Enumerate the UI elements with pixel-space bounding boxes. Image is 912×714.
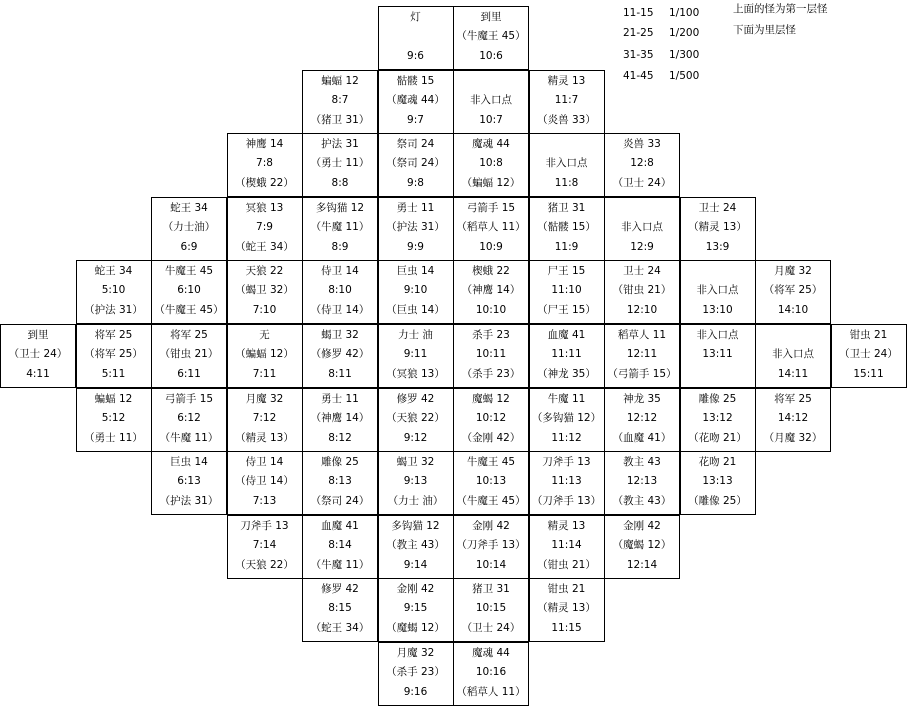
cell-monster: 灯 [410, 11, 421, 23]
cell-inner-monster-or-coord: 6:12 [177, 411, 201, 424]
cell-inner-monster-or-coord: 7:14 [252, 538, 277, 551]
cell-inner-monster-or-coord: 13:13 [702, 475, 733, 488]
map-cell [302, 70, 378, 134]
map-cell [604, 324, 680, 388]
cell-inner-monster-or-coord: （神鹰 14） [461, 284, 521, 297]
cell-monster: 猪卫 31 [472, 583, 510, 596]
cell-inner-monster-or-coord: 8:14 [328, 538, 352, 551]
cell-monster: 血魔 41 [321, 519, 359, 532]
cell-inner-monster-or-coord: （神鹰 14） [310, 411, 370, 424]
cell-monster [530, 138, 604, 151]
cell-coord-or-inner-monster: （巨虫 14） [386, 304, 445, 317]
cell-monster: 雕像 25 [321, 456, 359, 469]
cell-monster: 牛魔王 45 [466, 456, 516, 469]
map-cell [604, 515, 680, 579]
cell-inner-monster-or-coord: 8:13 [328, 475, 352, 488]
map-cell [302, 197, 378, 261]
map-cell [680, 260, 756, 324]
cell-coord-or-inner-monster: （尸王 15） [537, 304, 596, 317]
cell-monster: 雕像 25 [698, 392, 737, 405]
map-cell [755, 388, 831, 452]
rate-range: 11-15 [623, 7, 654, 19]
map-cell [227, 133, 303, 197]
map-cell [378, 260, 454, 324]
map-cell [76, 388, 152, 452]
map-cell [453, 388, 529, 452]
cell-monster: 花吻 21 [698, 456, 737, 469]
cell-coord-or-inner-monster: （蛇王 34） [235, 240, 294, 253]
cell-coord-or-inner-monster: 11:12 [551, 431, 582, 444]
cell-inner-monster-or-coord: （天狼 22） [386, 411, 445, 424]
map-cell [378, 515, 454, 579]
cell-inner-monster-or-coord: （魔魂 44） [386, 93, 445, 106]
cell-monster [454, 75, 528, 88]
cell-monster: 炎兽 33 [623, 138, 661, 151]
cell-coord-or-inner-monster: （蝙蝠 12） [461, 177, 521, 190]
cell-coord-or-inner-monster: 4:11 [26, 368, 50, 380]
cell-monster: 侍卫 14 [321, 265, 359, 278]
map-cell [227, 388, 303, 452]
cell-monster: 刀斧手 13 [542, 456, 591, 469]
cell-monster: 精灵 13 [547, 74, 586, 87]
map-cell [227, 260, 303, 324]
cell-inner-monster-or-coord: （护法 31） [386, 220, 445, 233]
cell-inner-monster-or-coord: （修罗 42） [310, 348, 370, 360]
cell-coord-or-inner-monster: （钳虫 21） [537, 558, 596, 571]
cell-coord-or-inner-monster: （牛魔王 45） [456, 495, 526, 508]
cell-coord-or-inner-monster: （神龙 35） [537, 368, 596, 380]
cell-inner-monster-or-coord: 12:11 [626, 348, 658, 360]
cell-coord-or-inner-monster: （楔蛾 22） [235, 177, 294, 190]
cell-coord-or-inner-monster: （雕像 25） [688, 495, 747, 508]
cell-monster: 稻草人 11 [617, 329, 667, 341]
cell-coord-or-inner-monster: 11:9 [554, 240, 579, 253]
cell-inner-monster-or-coord: 9:10 [403, 284, 428, 297]
cell-inner-monster-or-coord: 13:11 [702, 348, 733, 360]
cell-inner-monster-or-coord: 非入口点 [696, 284, 739, 297]
cell-monster: 到里 [480, 11, 502, 23]
cell-monster: 刀斧手 13 [240, 519, 289, 532]
cell-inner-monster-or-coord: 10:11 [475, 348, 507, 360]
cell-monster: 蝎卫 32 [321, 329, 359, 341]
cell-monster: 钳虫 21 [849, 329, 888, 341]
cell-inner-monster-or-coord: （力士油） [162, 220, 216, 233]
cell-coord-or-inner-monster: 9:6 [407, 50, 424, 62]
cell-coord-or-inner-monster: 15:11 [853, 368, 884, 380]
map-cell [453, 197, 529, 261]
cell-inner-monster-or-coord: （祭司 24） [386, 157, 445, 170]
cell-coord-or-inner-monster: 12:14 [626, 558, 658, 571]
cell-coord-or-inner-monster: 9:16 [403, 686, 428, 698]
rate-prob: 1/500 [669, 70, 700, 82]
map-cell [453, 451, 529, 515]
map-cell [453, 642, 529, 706]
cell-coord-or-inner-monster: （精灵 13） [235, 431, 294, 444]
cell-inner-monster-or-coord: 6:10 [177, 284, 201, 297]
cell-inner-monster-or-coord: 7:12 [252, 411, 277, 424]
cell-monster: 将军 25 [170, 329, 208, 341]
cell-inner-monster-or-coord: 12:13 [626, 475, 658, 488]
cell-inner-monster-or-coord: （勇士 11） [310, 157, 370, 170]
cell-monster: 魔魂 44 [472, 138, 510, 151]
cell-inner-monster-or-coord: 8:10 [328, 284, 352, 297]
cell-inner-monster-or-coord: 9:15 [403, 602, 428, 615]
map-cell [529, 324, 605, 388]
map-cell [378, 70, 454, 134]
map-cell [453, 133, 529, 197]
cell-monster: 祭司 24 [396, 138, 435, 151]
cell-inner-monster-or-coord: （教主 43） [386, 538, 445, 551]
map-cell [227, 515, 303, 579]
cell-coord-or-inner-monster: （金刚 42） [461, 431, 521, 444]
map-cell [0, 324, 76, 388]
legend-note-top-layer: 上面的怪为第一层怪 [733, 3, 828, 15]
rate-range: 41-45 [623, 70, 654, 82]
cell-monster: 卫士 24 [698, 201, 737, 214]
cell-inner-monster-or-coord: （杀手 23） [386, 666, 445, 678]
map-cell [604, 133, 680, 197]
cell-coord-or-inner-monster: 9:9 [407, 240, 424, 253]
rate-range: 31-35 [623, 49, 654, 61]
cell-inner-monster-or-coord: （精灵 13） [688, 220, 747, 233]
cell-monster: 钳虫 21 [547, 583, 586, 596]
cell-inner-monster-or-coord: 11:7 [554, 93, 579, 106]
cell-inner-monster-or-coord: 6:13 [177, 475, 201, 488]
cell-inner-monster-or-coord: （将军 25） [763, 284, 823, 297]
cell-monster: 蝙蝠 12 [94, 392, 133, 405]
cell-monster: 侍卫 14 [245, 456, 284, 469]
map-cell [378, 133, 454, 197]
cell-coord-or-inner-monster: 10:14 [475, 558, 507, 571]
cell-monster: 尸王 15 [547, 265, 586, 278]
cell-monster: 无 [259, 329, 270, 341]
cell-coord-or-inner-monster: （猪卫 31） [310, 113, 370, 126]
cell-coord-or-inner-monster: （牛魔王 45） [154, 304, 224, 317]
map-cell [378, 388, 454, 452]
cell-coord-or-inner-monster: 10:6 [479, 50, 503, 62]
map-cell [378, 451, 454, 515]
cell-coord-or-inner-monster: 6:11 [177, 368, 201, 380]
map-cell [529, 260, 605, 324]
cell-coord-or-inner-monster: 6:9 [180, 240, 198, 253]
drop-rate-legend [623, 7, 713, 87]
cell-coord-or-inner-monster: （天狼 22） [235, 558, 294, 571]
cell-coord-or-inner-monster: 12:9 [630, 240, 654, 253]
cell-monster: 猪卫 31 [547, 201, 586, 214]
cell-monster: 多钩猫 12 [315, 201, 365, 214]
cell-coord-or-inner-monster: （卫士 24） [612, 177, 672, 190]
cell-coord-or-inner-monster: （杀手 23） [461, 368, 521, 380]
cell-coord-or-inner-monster: 9:7 [407, 113, 424, 126]
map-cell [302, 578, 378, 642]
rate-range: 21-25 [623, 27, 654, 39]
cell-coord-or-inner-monster: 8:12 [328, 431, 352, 444]
cell-monster: 巨虫 14 [170, 456, 208, 469]
map-cell [529, 515, 605, 579]
map-cell [453, 70, 529, 134]
cell-monster: 血魔 41 [547, 329, 586, 341]
cell-inner-monster-or-coord: 12:12 [626, 411, 658, 424]
map-cell [227, 197, 303, 261]
cell-coord-or-inner-monster: 13:9 [705, 240, 730, 253]
cell-coord-or-inner-monster: （护法 31） [159, 495, 219, 508]
map-cell [604, 451, 680, 515]
cell-monster: 护法 31 [321, 138, 359, 151]
cell-monster: 精灵 13 [547, 519, 586, 532]
cell-coord-or-inner-monster: （冥狼 13） [386, 368, 445, 380]
cell-inner-monster-or-coord: 非入口点 [545, 157, 588, 170]
map-cell [680, 388, 756, 452]
cell-coord-or-inner-monster: （勇士 11） [84, 431, 143, 444]
cell-inner-monster-or-coord: （牛魔王 45） [456, 30, 526, 42]
map-cell [680, 197, 756, 261]
cell-monster: 蝙蝠 12 [321, 74, 359, 87]
cell-monster: 卫士 24 [623, 265, 661, 278]
cell-coord-or-inner-monster: （祭司 24） [310, 495, 370, 508]
map-cell [76, 260, 152, 324]
cell-coord-or-inner-monster: （炎兽 33） [537, 113, 596, 126]
map-cell [151, 324, 227, 388]
cell-coord-or-inner-monster: 14:11 [777, 368, 809, 380]
cell-inner-monster-or-coord: 9:11 [403, 348, 428, 360]
map-cell [151, 260, 227, 324]
cell-inner-monster-or-coord: （稻草人 11） [456, 220, 526, 233]
cell-coord-or-inner-monster: （蛇王 34） [310, 622, 370, 635]
rate-prob: 1/200 [669, 27, 700, 39]
cell-inner-monster-or-coord: 8:15 [328, 602, 352, 615]
map-cell [302, 133, 378, 197]
cell-coord-or-inner-monster: 10:9 [479, 240, 503, 253]
cell-coord-or-inner-monster: 9:8 [407, 177, 424, 190]
cell-inner-monster-or-coord: （牛魔 11） [310, 220, 370, 233]
cell-inner-monster-or-coord: （卫士 24） [839, 348, 898, 360]
map-cell [529, 451, 605, 515]
cell-coord-or-inner-monster: 11:15 [551, 622, 582, 635]
cell-coord-or-inner-monster: （护法 31） [84, 304, 143, 317]
map-cell [378, 642, 454, 706]
cell-inner-monster-or-coord: （钳虫 21） [159, 348, 219, 360]
cell-coord-or-inner-monster: （血魔 41） [612, 431, 672, 444]
cell-coord-or-inner-monster: 9:14 [403, 558, 428, 571]
cell-coord-or-inner-monster: 7:11 [252, 368, 277, 380]
cell-inner-monster-or-coord: 10:8 [479, 157, 503, 170]
cell-monster: 弓箭手 15 [466, 201, 516, 214]
map-cell [227, 451, 303, 515]
map-cell [755, 324, 831, 388]
map-cell [302, 451, 378, 515]
cell-inner-monster-or-coord: 10:16 [475, 666, 507, 678]
cell-inner-monster-or-coord: 11:13 [551, 475, 582, 488]
cell-coord-or-inner-monster: （卫士 24） [461, 622, 521, 635]
cell-inner-monster-or-coord: 14:12 [777, 411, 809, 424]
cell-coord-or-inner-monster: （月魔 32） [763, 431, 823, 444]
map-cell [680, 324, 756, 388]
cell-coord-or-inner-monster: （力士 油） [387, 495, 444, 508]
cell-monster: 蝎卫 32 [396, 456, 435, 469]
map-cell [604, 260, 680, 324]
cell-monster: 蛇王 34 [170, 201, 208, 214]
cell-inner-monster-or-coord [379, 30, 453, 43]
cell-monster: 杀手 23 [472, 329, 510, 341]
map-cell [604, 388, 680, 452]
cell-monster [605, 202, 679, 215]
map-cell [378, 6, 454, 70]
map-cell [529, 388, 605, 452]
map-cell [378, 578, 454, 642]
cell-monster: 牛魔 11 [547, 392, 586, 405]
cell-monster: 弓箭手 15 [164, 392, 214, 405]
cell-monster: 多钩猫 12 [391, 519, 440, 532]
cell-monster: 勇士 11 [396, 201, 435, 214]
cell-inner-monster-or-coord: 10:13 [475, 475, 507, 488]
cell-coord-or-inner-monster: （花吻 21） [688, 431, 747, 444]
cell-inner-monster-or-coord: （蝙蝠 12） [235, 348, 294, 360]
cell-monster: 教主 43 [623, 456, 661, 469]
cell-inner-monster-or-coord: （蝎卫 32） [235, 284, 294, 297]
cell-monster: 勇士 11 [321, 392, 359, 405]
cell-inner-monster-or-coord: （钳虫 21） [612, 284, 672, 297]
cell-coord-or-inner-monster: 5:11 [101, 368, 126, 380]
cell-inner-monster-or-coord: （多钩猫 12） [531, 411, 602, 424]
cell-monster: 牛魔王 45 [164, 265, 214, 278]
map-cell [302, 324, 378, 388]
map-cell [302, 388, 378, 452]
cell-coord-or-inner-monster: 7:10 [252, 304, 277, 317]
cell-monster: 月魔 32 [396, 647, 435, 659]
legend-note-inner-layer: 下面为里层怪 [733, 24, 796, 36]
cell-monster: 将军 25 [94, 329, 133, 341]
cell-monster: 到里 [27, 329, 49, 341]
map-cell [453, 578, 529, 642]
map-cell [453, 324, 529, 388]
cell-inner-monster-or-coord: 非入口点 [621, 220, 663, 233]
cell-coord-or-inner-monster [681, 368, 755, 381]
cell-monster: 楔蛾 22 [472, 265, 510, 278]
cell-inner-monster-or-coord: （魔蝎 12） [612, 538, 672, 551]
cell-monster: 骷髅 15 [396, 74, 435, 87]
cell-inner-monster-or-coord: 11:10 [551, 284, 582, 297]
cell-coord-or-inner-monster: 11:8 [554, 177, 579, 190]
cell-inner-monster-or-coord: 10:15 [475, 602, 507, 615]
cell-monster: 冥狼 13 [245, 201, 284, 214]
map-cell [453, 515, 529, 579]
cell-inner-monster-or-coord: 5:10 [101, 284, 126, 297]
cell-inner-monster-or-coord: （精灵 13） [537, 602, 596, 615]
cell-inner-monster-or-coord: （刀斧手 13） [456, 538, 526, 551]
map-cell [529, 133, 605, 197]
map-cell [604, 197, 680, 261]
cell-monster: 金刚 42 [472, 519, 510, 532]
rate-prob: 1/300 [669, 49, 700, 61]
cell-coord-or-inner-monster: 8:8 [331, 177, 349, 190]
cell-inner-monster-or-coord: （卫士 24） [8, 348, 68, 360]
cell-coord-or-inner-monster: （稻草人 11） [456, 686, 526, 698]
cell-coord-or-inner-monster: （牛魔 11） [310, 558, 370, 571]
map-cell [76, 324, 152, 388]
cell-coord-or-inner-monster: 10:10 [475, 304, 507, 317]
cell-coord-or-inner-monster: 12:10 [626, 304, 658, 317]
cell-inner-monster-or-coord: （骷髅 15） [537, 220, 596, 233]
map-cell [529, 578, 605, 642]
map-cell [831, 324, 907, 388]
map-cell [151, 451, 227, 515]
cell-monster: 巨虫 14 [396, 265, 435, 278]
cell-inner-monster-or-coord: 8:7 [331, 93, 349, 106]
cell-monster: 力士 油 [398, 329, 433, 341]
cell-inner-monster-or-coord: （侍卫 14） [235, 475, 294, 488]
map-cell [227, 324, 303, 388]
cell-monster: 将军 25 [774, 392, 812, 405]
cell-inner-monster-or-coord: 11:11 [551, 348, 582, 360]
cell-coord-or-inner-monster: 8:9 [331, 240, 349, 253]
cell-inner-monster-or-coord: 非入口点 [772, 348, 814, 360]
cell-monster: 金刚 42 [623, 519, 661, 532]
cell-inner-monster-or-coord: 11:14 [551, 538, 582, 551]
map-cell [529, 70, 605, 134]
cell-monster: 月魔 32 [774, 265, 812, 278]
cell-coord-or-inner-monster: 13:10 [702, 304, 733, 317]
cell-coord-or-inner-monster: （教主 43） [612, 495, 672, 508]
cell-monster: 月魔 32 [245, 392, 284, 405]
cell-inner-monster-or-coord: 13:12 [702, 411, 733, 424]
cell-monster: 修罗 42 [396, 392, 435, 405]
cell-monster: 蛇王 34 [94, 265, 133, 278]
cell-coord-or-inner-monster: （刀斧手 13） [531, 495, 602, 508]
cell-coord-or-inner-monster: （弓箭手 15） [607, 368, 677, 380]
cell-monster: 神龙 35 [623, 392, 661, 405]
map-cell [302, 515, 378, 579]
cell-coord-or-inner-monster: 9:12 [403, 431, 428, 444]
rate-prob: 1/100 [669, 7, 700, 19]
map-cell [302, 260, 378, 324]
cell-monster: 天狼 22 [245, 265, 284, 278]
cell-coord-or-inner-monster: 8:11 [328, 368, 352, 380]
cell-coord-or-inner-monster: （侍卫 14） [310, 304, 370, 317]
map-cell [378, 324, 454, 388]
map-cell [680, 451, 756, 515]
map-cell [378, 197, 454, 261]
cell-inner-monster-or-coord: 非入口点 [470, 93, 512, 106]
cell-coord-or-inner-monster: 7:13 [252, 495, 277, 508]
cell-monster: 非入口点 [696, 329, 739, 341]
map-cell [755, 260, 831, 324]
map-cell [453, 6, 529, 70]
cell-inner-monster-or-coord: 5:12 [101, 411, 126, 424]
cell-coord-or-inner-monster: 14:10 [777, 304, 809, 317]
cell-inner-monster-or-coord: 9:13 [403, 475, 428, 488]
cell-monster: 魔魂 44 [472, 647, 510, 659]
cell-inner-monster-or-coord: 7:9 [256, 220, 273, 233]
cell-coord-or-inner-monster: 10:7 [479, 113, 503, 126]
cell-monster: 金刚 42 [396, 583, 435, 596]
cell-inner-monster-or-coord: 7:8 [256, 157, 273, 170]
map-cell [151, 388, 227, 452]
cell-inner-monster-or-coord: 12:8 [630, 157, 654, 170]
cell-monster: 修罗 42 [321, 583, 359, 596]
map-cell [529, 197, 605, 261]
cell-inner-monster-or-coord: 10:12 [475, 411, 507, 424]
map-cell [453, 260, 529, 324]
cell-monster [681, 265, 755, 278]
cell-monster: 神鹰 14 [245, 138, 284, 151]
cell-monster [756, 329, 830, 342]
cell-monster: 魔蝎 12 [472, 392, 510, 405]
cell-coord-or-inner-monster: （牛魔 11） [159, 431, 219, 444]
map-cell [151, 197, 227, 261]
cell-coord-or-inner-monster: （魔蝎 12） [386, 622, 445, 635]
cell-inner-monster-or-coord: （将军 25） [84, 348, 143, 360]
